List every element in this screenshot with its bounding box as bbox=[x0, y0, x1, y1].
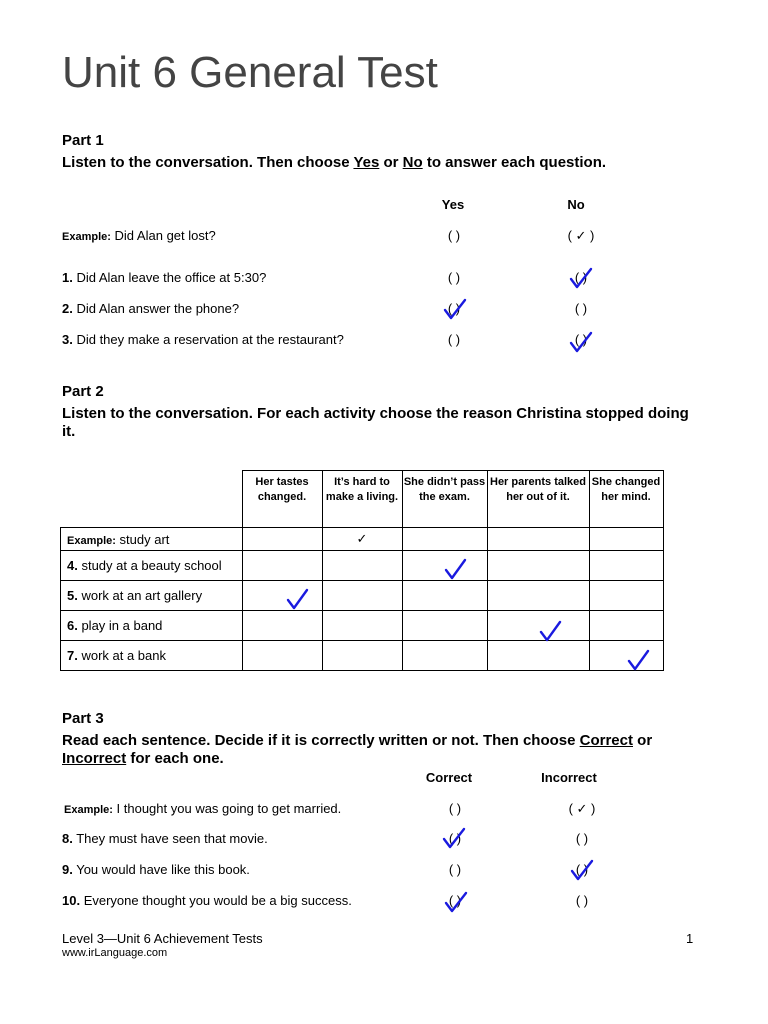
part3-question-10: 10. Everyone thought you would be a big success. bbox=[62, 893, 352, 908]
part3-instructions: Read each sentence. Decide if it is correctly written or not. Then choose Correct or Incorrect for each one. bbox=[62, 732, 653, 767]
q8-incorrect-option[interactable]: ( ) bbox=[575, 831, 589, 846]
row4-exam-check-icon bbox=[443, 557, 467, 581]
col-header-living: It’s hard to make a living. bbox=[322, 471, 402, 528]
q8-correct-check-icon bbox=[441, 826, 467, 850]
q3-no-option[interactable]: ( ) bbox=[574, 332, 588, 347]
q2-no-option[interactable]: ( ) bbox=[574, 301, 588, 316]
q10-incorrect-option[interactable]: ( ) bbox=[575, 893, 589, 908]
table-row: 7. work at a bank bbox=[61, 641, 243, 671]
part1-instructions: Listen to the conversation. Then choose Yes or No to answer each question. bbox=[62, 154, 607, 171]
table-row-example: Example: study art bbox=[61, 528, 243, 551]
q3-yes-option[interactable]: ( ) bbox=[447, 332, 461, 347]
table-row: 6. play in a band bbox=[61, 611, 243, 641]
table-row: 4. study at a beauty school bbox=[61, 551, 243, 581]
page-title: Unit 6 General Test bbox=[62, 48, 438, 97]
q1-yes-option[interactable]: ( ) bbox=[447, 270, 461, 285]
q1-no-option[interactable]: ( ) bbox=[574, 270, 588, 285]
footer-website-link[interactable]: www.irLanguage.com bbox=[62, 947, 168, 959]
example-mark[interactable]: ✓ bbox=[322, 528, 402, 551]
q10-correct-option[interactable]: ( ) bbox=[448, 893, 462, 908]
q2-yes-option[interactable]: ( ) bbox=[447, 301, 461, 316]
col-header-parents: Her parents talked her out of it. bbox=[487, 471, 589, 528]
part1-example-no[interactable]: ( ✓ ) bbox=[567, 228, 595, 243]
q10-correct-check-icon bbox=[443, 890, 469, 914]
row6-parents-check-icon bbox=[538, 619, 562, 643]
part3-example: Example: I thought you was going to get married. bbox=[64, 801, 342, 816]
col-header-mind: She changed her mind. bbox=[589, 471, 663, 528]
part3-question-9: 9. You would have like this book. bbox=[62, 862, 250, 877]
q3-no-check-icon bbox=[568, 330, 594, 354]
page-number: 1 bbox=[686, 931, 694, 946]
part3-example-correct[interactable]: ( ) bbox=[448, 801, 462, 816]
part3-question-8: 8. They must have seen that movie. bbox=[62, 831, 268, 846]
q9-incorrect-check-icon bbox=[569, 858, 595, 882]
part1-question-2: 2. Did Alan answer the phone? bbox=[62, 301, 240, 316]
part1-label: Part 1 bbox=[62, 132, 104, 149]
part1-question-3: 3. Did they make a reservation at the restaurant? bbox=[62, 332, 344, 347]
part2-instructions: Listen to the conversation. For each activity choose the reason Christina stopped doing it. bbox=[62, 405, 689, 440]
q9-correct-option[interactable]: ( ) bbox=[448, 862, 462, 877]
row7-mind-check-icon bbox=[626, 648, 650, 672]
part3-label: Part 3 bbox=[62, 710, 104, 727]
table-row: 5. work at an art gallery bbox=[61, 581, 243, 611]
part2-label: Part 2 bbox=[62, 383, 104, 400]
part3-example-incorrect[interactable]: ( ✓ ) bbox=[568, 801, 596, 816]
part1-example: Example: Did Alan get lost? bbox=[62, 228, 216, 243]
row5-tastes-check-icon bbox=[285, 587, 309, 611]
q9-incorrect-option[interactable]: ( ) bbox=[575, 862, 589, 877]
col-header-tastes: Her tastes changed. bbox=[242, 471, 322, 528]
q8-correct-option[interactable]: ( ) bbox=[448, 831, 462, 846]
part1-example-yes[interactable]: ( ) bbox=[447, 228, 461, 243]
part1-question-1: 1. Did Alan leave the office at 5:30? bbox=[62, 270, 267, 285]
part3-col-incorrect: Incorrect bbox=[541, 770, 597, 785]
footer-title: Level 3—Unit 6 Achievement Tests bbox=[62, 931, 263, 946]
reasons-table bbox=[60, 470, 664, 671]
part3-col-correct: Correct bbox=[425, 770, 473, 785]
q1-no-check-icon bbox=[568, 266, 594, 290]
part1-col-yes: Yes bbox=[441, 197, 465, 212]
q2-yes-check-icon bbox=[442, 297, 468, 321]
part1-col-no: No bbox=[567, 197, 585, 212]
col-header-exam: She didn’t pass the exam. bbox=[402, 471, 487, 528]
